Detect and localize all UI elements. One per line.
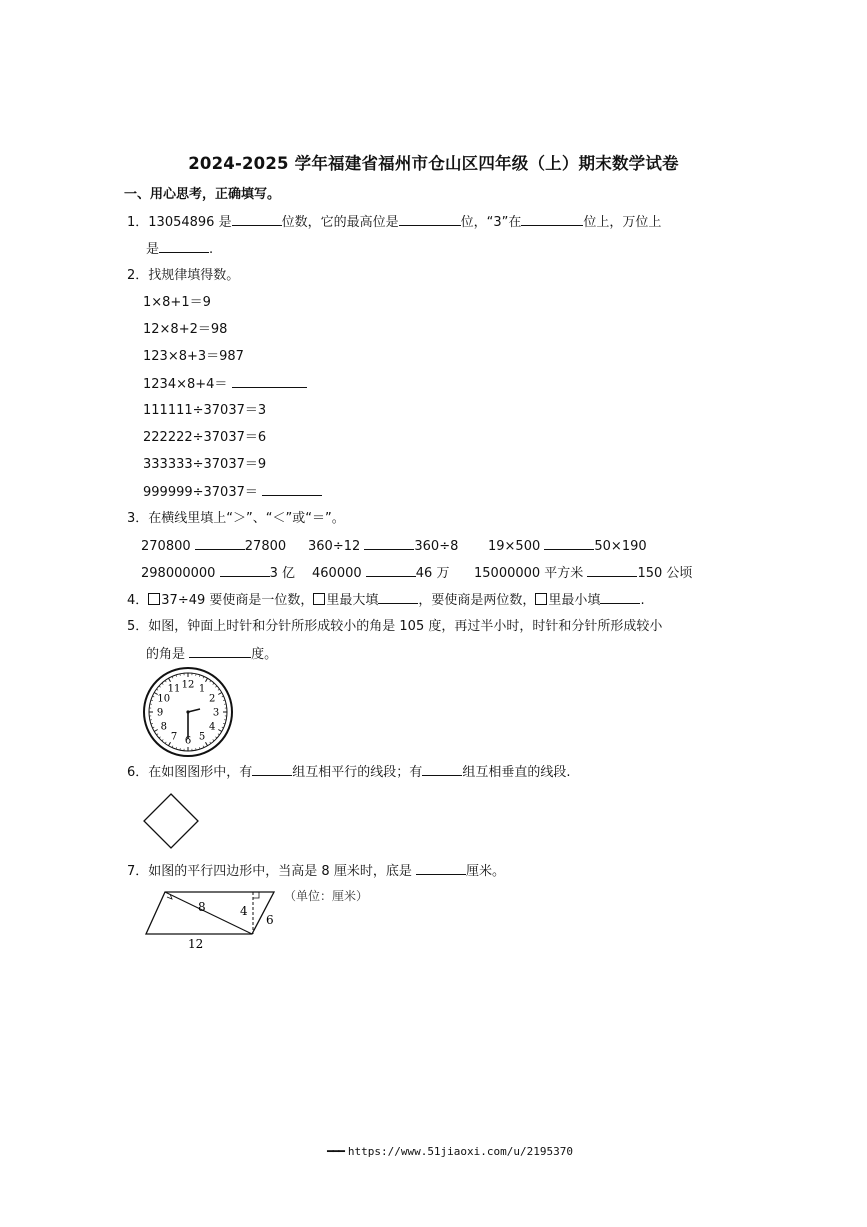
parallelogram-figure: [140, 884, 380, 954]
section-1-heading: 一、用心思考，正确填写。: [124, 187, 281, 202]
clock-tick: [210, 680, 211, 682]
clock-number: 1: [198, 683, 206, 695]
clock-figure: [142, 666, 234, 758]
clock-number: 8: [160, 721, 167, 733]
clock-number: 11: [167, 683, 181, 695]
clock-tick: [203, 676, 204, 678]
clock-tick: [169, 742, 171, 745]
clock-tick: [210, 742, 211, 744]
clock-tick: [152, 696, 154, 697]
clock-number: 2: [209, 693, 216, 705]
clock-tick: [218, 689, 220, 690]
question-1-line-2: 是 .: [146, 242, 214, 257]
unit-note: （单位：厘米）: [284, 889, 369, 903]
clock-tick: [203, 746, 204, 748]
answer-blank[interactable]: [232, 213, 282, 226]
clock-tick: [218, 693, 221, 695]
clock-number: 10: [157, 693, 171, 705]
answer-blank[interactable]: [159, 240, 209, 253]
clock-tick: [222, 727, 224, 728]
pattern-eq-2: 12×8+2＝98: [143, 322, 228, 337]
label-6: 6: [266, 913, 274, 927]
height-8-line: [165, 892, 252, 934]
clock-tick: [159, 686, 160, 687]
label-12: 12: [188, 937, 204, 951]
rhombus-figure: [142, 792, 200, 850]
compare-item: 270800 27800: [141, 539, 287, 554]
question-5-line-1: 5．如图，钟面上时针和分针所形成较小的角是 105 度，再过半小时，时针和分针所形成较小: [127, 619, 663, 634]
answer-blank[interactable]: [416, 862, 466, 875]
clock-center: [186, 710, 189, 713]
answer-blank[interactable]: [378, 591, 418, 604]
exam-title: 2024-2025 学年福建省福州市仓山区四年级（上）期末数学试卷: [188, 154, 679, 173]
clock-tick: [162, 683, 163, 684]
answer-blank[interactable]: [366, 564, 416, 577]
label-8: 8: [198, 900, 206, 914]
answer-blank[interactable]: [521, 213, 583, 226]
hour-hand: [188, 709, 200, 712]
label-4: 4: [240, 904, 248, 918]
question-7: 7．如图的平行四边形中，当高是 8 厘米时，底是 厘米。: [127, 864, 505, 879]
box-placeholder: [535, 593, 547, 605]
clock-number: 7: [170, 731, 178, 743]
answer-blank[interactable]: [232, 375, 307, 388]
clock-tick: [165, 680, 166, 682]
pattern-eq-4: 1234×8+4＝: [143, 375, 307, 394]
compare-item: 460000 46 万: [312, 566, 450, 581]
answer-blank[interactable]: [189, 645, 251, 658]
clock-tick: [206, 678, 208, 681]
answer-blank[interactable]: [195, 537, 245, 550]
pattern-eq-6: 222222÷37037＝6: [143, 430, 267, 445]
clock-tick: [169, 678, 171, 681]
pattern-eq-8: 999999÷37037＝: [143, 483, 322, 502]
footer-url[interactable]: https://www.51jiaoxi.com/u/2195370: [347, 1145, 574, 1158]
clock-tick: [152, 727, 154, 728]
footer-watermark: ━━━ https://www.51jiaoxi.com/u/2195370: [326, 1145, 574, 1158]
question-2: 2．找规律填得数。: [127, 268, 240, 283]
clock-tick: [159, 737, 160, 738]
compare-item: 19×500 50×190: [488, 539, 647, 554]
clock-number: 5: [198, 731, 206, 743]
clock-tick: [218, 734, 220, 735]
clock-tick: [165, 742, 166, 744]
clock-tick: [162, 739, 163, 740]
pattern-eq-7: 333333÷37037＝9: [143, 457, 267, 472]
question-6: 6．在如图图形中，有 组互相平行的线段；有 组互相垂直的线段.: [127, 765, 571, 780]
right-angle-mark: [253, 892, 259, 898]
answer-blank[interactable]: [544, 537, 594, 550]
clock-tick: [213, 739, 214, 740]
clock-tick: [172, 676, 173, 678]
box-placeholder: [148, 593, 160, 605]
clock-tick: [172, 746, 173, 748]
clock-number: 4: [209, 721, 216, 733]
answer-blank[interactable]: [252, 763, 292, 776]
clock-number: 3: [212, 707, 220, 719]
compare-item: 298000000 3 亿: [141, 566, 295, 581]
pattern-eq-3: 123×8+3＝987: [143, 349, 244, 364]
pattern-eq-5: 111111÷37037＝3: [143, 403, 267, 418]
clock-number: 6: [184, 735, 192, 747]
question-1-line-1: 1．13054896 是 位数，它的最高位是 位，“3”在 位上，万位上: [127, 215, 662, 230]
compare-item: 15000000 平方米 150 公顷: [474, 566, 693, 581]
clock-tick: [222, 696, 224, 697]
answer-blank[interactable]: [399, 213, 461, 226]
clock-tick: [156, 734, 158, 735]
answer-blank[interactable]: [422, 763, 462, 776]
pattern-eq-1: 1×8+1＝9: [143, 295, 211, 310]
question-4: 4． 37÷49 要使商是一位数， 里最大填 ，要使商是两位数， 里最小填 .: [127, 593, 645, 608]
compare-item: 360÷12 360÷8: [308, 539, 459, 554]
clock-number: 12: [181, 679, 195, 691]
clock-tick: [218, 730, 221, 732]
answer-blank[interactable]: [364, 537, 414, 550]
clock-tick: [206, 742, 208, 745]
answer-blank[interactable]: [220, 564, 270, 577]
box-placeholder: [313, 593, 325, 605]
clock-tick: [213, 683, 214, 684]
answer-blank[interactable]: [587, 564, 637, 577]
clock-number: 9: [156, 707, 164, 719]
clock-tick: [154, 730, 157, 732]
answer-blank[interactable]: [600, 591, 640, 604]
question-5-line-2: 的角是 度。: [146, 647, 278, 662]
clock-tick: [215, 737, 216, 738]
question-3: 3．在横线里填上“＞”、“＜”或“＝”。: [127, 511, 345, 526]
answer-blank[interactable]: [262, 483, 322, 496]
clock-tick: [156, 689, 158, 690]
clock-tick: [215, 686, 216, 687]
